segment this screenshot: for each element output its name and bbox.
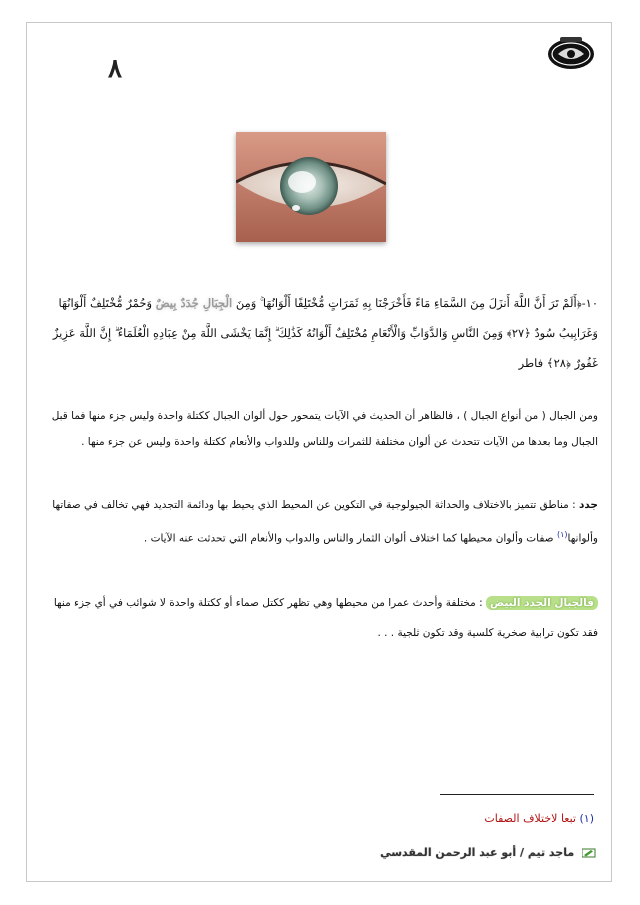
quran-verse	[38, 288, 598, 378]
pen-icon	[582, 848, 596, 858]
author-signature	[380, 846, 596, 859]
paragraph-white-mountains	[38, 588, 598, 648]
verse-part-2: وَحُمْرٌ مُّخْتَلِفٌ أَلْوَانُهَا وَغَرَابِيبُ سُودٌ ﴿٢٧﴾ وَمِنَ النَّاسِ وَالدَّوَابِّ وَالْأَنْعَامِ مُخْتَلِفٌ أَلْوَانُهُ كَذَٰلِكَ ۗ إِنَّمَا يَخْشَى اللَّهَ مِنْ عِبَادِهِ الْعُلَمَاءُ ۗ إِنَّ اللَّهَ عَزِيزٌ غَفُورٌ ﴿٢٨﴾ فاطر	[52, 296, 598, 370]
paragraph-judad-definition	[38, 490, 598, 554]
footnote-number: (١)	[579, 812, 594, 825]
judad-definition-text: : مناطق تتميز بالاختلاف والحداثة الجيولوجية في التكوين عن المحيط الذي يحيط بها ودائمة التجديد فهي تخالف في صفاتها وألوانها	[52, 499, 598, 545]
footnote-text: تبعا لاختلاف الصفات	[484, 812, 576, 825]
judad-definition-tail: صفات وألوان محيطها كما اختلاف ألوان الثمار والناس والدواب والأنعام التي تحدثت عنه الآيات .	[143, 532, 554, 545]
white-mountains-text: : مختلفة وأحدث عمرا من محيطها وهي تظهر ككتل صماء أو ككتلة واحدة لا شوائب في أي جزء منها فقد تكون ترابية صخرية كلسية وقد تكون ثلجية . . .	[53, 597, 598, 639]
term-judad: جدد	[578, 499, 598, 511]
verse-part-1: ١٠-﴿أَلَمْ تَرَ أَنَّ اللَّهَ أَنزَلَ مِنَ السَّمَاءِ مَاءً فَأَخْرَجْنَا بِهِ ثَمَرَاتٍ مُّخْتَلِفًا أَلْوَانُهَا ۚ وَمِنَ	[235, 296, 598, 310]
eye-photo	[236, 132, 386, 242]
footnote-reference[interactable]: (١)	[556, 530, 568, 539]
page-number: ٨	[108, 54, 122, 84]
verse-highlight: الْجِبَالِ جُدَدٌ بِيضٌ	[155, 296, 233, 310]
author-name: ماجد تيم / أبو عبد الرحمن المقدسي	[380, 846, 575, 859]
footnote	[484, 812, 594, 825]
footnote-divider	[440, 794, 594, 795]
white-mountains-highlight: فالجبال الجدد البيض	[486, 596, 598, 610]
site-logo	[546, 34, 596, 72]
paragraph-mountains: ومن الجبال ( من أنواع الجبال ) ، فالظاهر أن الحديث في الآيات يتمحور حول ألوان الجبال ككتلة واحدة وليس جزء منها فما قبل الجبال وما بعدها من الآيات تتحدث عن ألوان مختلفة للثمرات وللناس وللدواب والأنعام ككتلة واحدة وليس عن جزء منها .	[51, 410, 598, 448]
